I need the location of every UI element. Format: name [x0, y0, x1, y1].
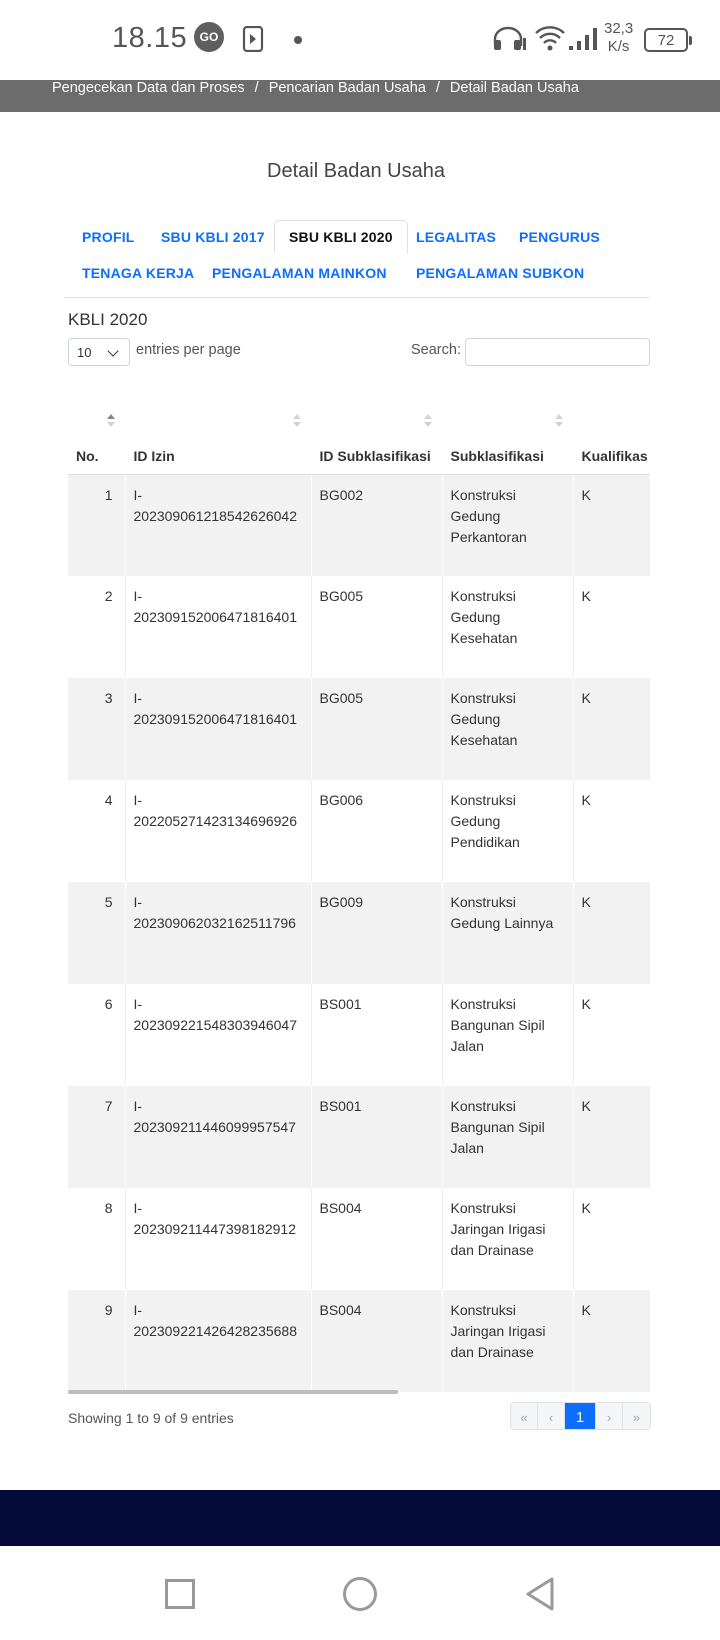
column-header-subklasifikasi[interactable]	[442, 400, 573, 474]
dot-icon	[294, 36, 302, 44]
search-label: Search:	[411, 342, 461, 358]
pagination	[510, 1402, 651, 1430]
breadcrumb-item-pengecekan[interactable]: Pengecekan Data dan Proses	[52, 80, 245, 96]
network-speed	[604, 20, 633, 56]
column-label: Subklasifikasi	[450, 447, 544, 464]
kbli-table	[68, 400, 650, 1392]
recents-icon[interactable]	[165, 1579, 195, 1609]
sort-icon	[107, 414, 115, 430]
entries-select-value: 10	[77, 345, 92, 360]
cell-subklasifikasi: Konstruksi Gedung Pendidikan	[442, 780, 573, 882]
breadcrumb-item-detail: Detail Badan Usaha	[449, 80, 579, 96]
clock: 18.15	[112, 22, 188, 54]
page-footer	[0, 1490, 720, 1546]
cell-subklasifikasi: Konstruksi Gedung Kesehatan	[442, 576, 573, 678]
table-row	[68, 1290, 650, 1392]
tab-tenaga-kerja[interactable]: TENAGA KERJA	[82, 265, 195, 281]
cell-kualifikasi: K	[573, 1188, 650, 1290]
table-row	[68, 780, 650, 882]
cell-id-izin: I-202309211447398182912	[125, 1188, 311, 1290]
cell-no: 3	[68, 678, 125, 780]
sort-icon	[555, 414, 563, 430]
column-label: ID Izin	[133, 447, 175, 464]
cell-no: 7	[68, 1086, 125, 1188]
breadcrumb-separator: /	[435, 80, 440, 96]
wifi-icon	[534, 24, 566, 57]
cell-subklasifikasi: Konstruksi Gedung Perkantoran	[442, 474, 573, 576]
cell-id-izin: I-202309221548303946047	[125, 984, 311, 1086]
cell-kualifikasi: K	[573, 1086, 650, 1188]
table-row	[68, 678, 650, 780]
cell-id-izin: I-202309221426428235688	[125, 1290, 311, 1392]
chevron-down-icon	[107, 345, 118, 356]
column-label: ID Subklasifikasi	[319, 447, 431, 464]
cell-id-subklasifikasi: BG009	[311, 882, 442, 984]
pagination-prev-button[interactable]: ‹	[538, 1403, 565, 1430]
signal-icon	[568, 26, 600, 57]
table-info: Showing 1 to 9 of 9 entries	[68, 1410, 234, 1426]
back-icon[interactable]	[524, 1576, 556, 1617]
cell-subklasifikasi: Konstruksi Jaringan Irigasi dan Drainase	[442, 1188, 573, 1290]
cell-no: 4	[104, 792, 113, 808]
system-nav-bar	[0, 1546, 720, 1640]
tab-sbu-kbli-2017[interactable]: SBU KBLI 2017	[161, 229, 265, 245]
cell-id-subklasifikasi: BG002	[311, 474, 442, 576]
pagination-next-button[interactable]: ›	[596, 1403, 623, 1430]
cell-id-izin: I-202309062032162511796	[125, 882, 311, 984]
app-icon	[242, 26, 264, 52]
column-label: No.	[76, 447, 99, 464]
go-icon: GO	[194, 22, 224, 52]
battery-icon: 72	[644, 28, 688, 52]
cell-id-subklasifikasi: BS001	[311, 984, 442, 1086]
headset-icon	[492, 26, 528, 57]
cell-kualifikasi: K	[573, 882, 650, 984]
column-header-no[interactable]	[68, 400, 125, 474]
tab-pengalaman-mainkon[interactable]: PENGALAMAN MAINKON	[212, 265, 387, 281]
pagination-first-button[interactable]: «	[511, 1403, 538, 1430]
cell-id-subklasifikasi: BG006	[311, 780, 442, 882]
sort-icon	[424, 414, 432, 430]
speed-unit: K/s	[607, 38, 630, 55]
table-row	[68, 474, 650, 576]
speed-value: 32,3	[604, 20, 634, 37]
tab-profil[interactable]: PROFIL	[82, 229, 135, 245]
cell-kualifikasi: K	[573, 474, 650, 576]
cell-subklasifikasi: Konstruksi Bangunan Sipil Jalan	[442, 1086, 573, 1188]
cell-kualifikasi: K	[573, 1290, 650, 1392]
section-title: KBLI 2020	[68, 310, 148, 329]
cell-id-subklasifikasi: BS004	[311, 1188, 442, 1290]
breadcrumb	[0, 80, 720, 112]
breadcrumb-separator: /	[254, 80, 259, 96]
column-header-kualifikasi[interactable]	[573, 400, 650, 474]
sort-icon	[293, 414, 301, 430]
cell-id-izin: I-202309152006471816401	[125, 678, 311, 780]
table-row	[68, 1188, 650, 1290]
column-header-id-izin[interactable]	[125, 400, 311, 474]
tab-legalitas[interactable]: LEGALITAS	[416, 229, 497, 245]
cell-no: 6	[104, 996, 113, 1012]
cell-subklasifikasi: Konstruksi Gedung Lainnya	[442, 882, 573, 984]
cell-subklasifikasi: Konstruksi Gedung Kesehatan	[442, 678, 573, 780]
data-table-wrapper[interactable]	[68, 400, 650, 1400]
cell-no: 2	[104, 588, 113, 604]
cell-id-izin: I-202309061218542626042	[125, 474, 311, 576]
cell-id-subklasifikasi: BG005	[311, 678, 442, 780]
cell-id-izin: I-202205271423134696926	[125, 780, 311, 882]
cell-id-subklasifikasi: BS001	[311, 1086, 442, 1188]
breadcrumb-item-pencarian[interactable]: Pencarian Badan Usaha	[268, 80, 426, 96]
entries-label: entries per page	[136, 342, 241, 358]
pagination-last-button[interactable]: »	[623, 1403, 650, 1430]
cell-kualifikasi: K	[573, 780, 650, 882]
table-row	[68, 882, 650, 984]
column-header-id-subklasifikasi[interactable]	[311, 400, 442, 474]
cell-no: 1	[68, 474, 125, 576]
cell-id-subklasifikasi: BS004	[311, 1290, 442, 1392]
cell-no: 9	[68, 1290, 125, 1392]
cell-no: 5	[68, 882, 125, 984]
table-row	[68, 576, 650, 678]
page-title: Detail Badan Usaha	[267, 160, 445, 182]
cell-kualifikasi: K	[573, 576, 650, 678]
cell-kualifikasi: K	[573, 984, 650, 1086]
tab-sbu-kbli-2020[interactable]: SBU KBLI 2020	[274, 220, 408, 254]
status-bar	[0, 0, 720, 80]
search-input[interactable]	[465, 338, 650, 366]
table-row	[68, 984, 650, 1086]
pagination-page-1[interactable]: 1	[565, 1403, 596, 1430]
column-label: Kualifikas	[581, 447, 648, 464]
entries-select[interactable]	[68, 338, 130, 366]
cell-subklasifikasi: Konstruksi Bangunan Sipil Jalan	[442, 984, 573, 1086]
cell-kualifikasi: K	[573, 678, 650, 780]
tab-pengurus[interactable]: PENGURUS	[519, 229, 600, 245]
cell-no: 8	[104, 1200, 113, 1216]
cell-subklasifikasi: Konstruksi Jaringan Irigasi dan Drainase	[442, 1290, 573, 1392]
cell-id-izin: I-202309211446099957547	[125, 1086, 311, 1188]
table-row	[68, 1086, 650, 1188]
horizontal-scrollbar[interactable]	[68, 1390, 398, 1394]
tab-bar	[64, 220, 650, 298]
table-header-row	[68, 400, 650, 474]
home-icon[interactable]	[343, 1577, 377, 1611]
cell-id-izin: I-202309152006471816401	[125, 576, 311, 678]
cell-id-subklasifikasi: BG005	[311, 576, 442, 678]
tab-pengalaman-subkon[interactable]: PENGALAMAN SUBKON	[416, 265, 585, 281]
